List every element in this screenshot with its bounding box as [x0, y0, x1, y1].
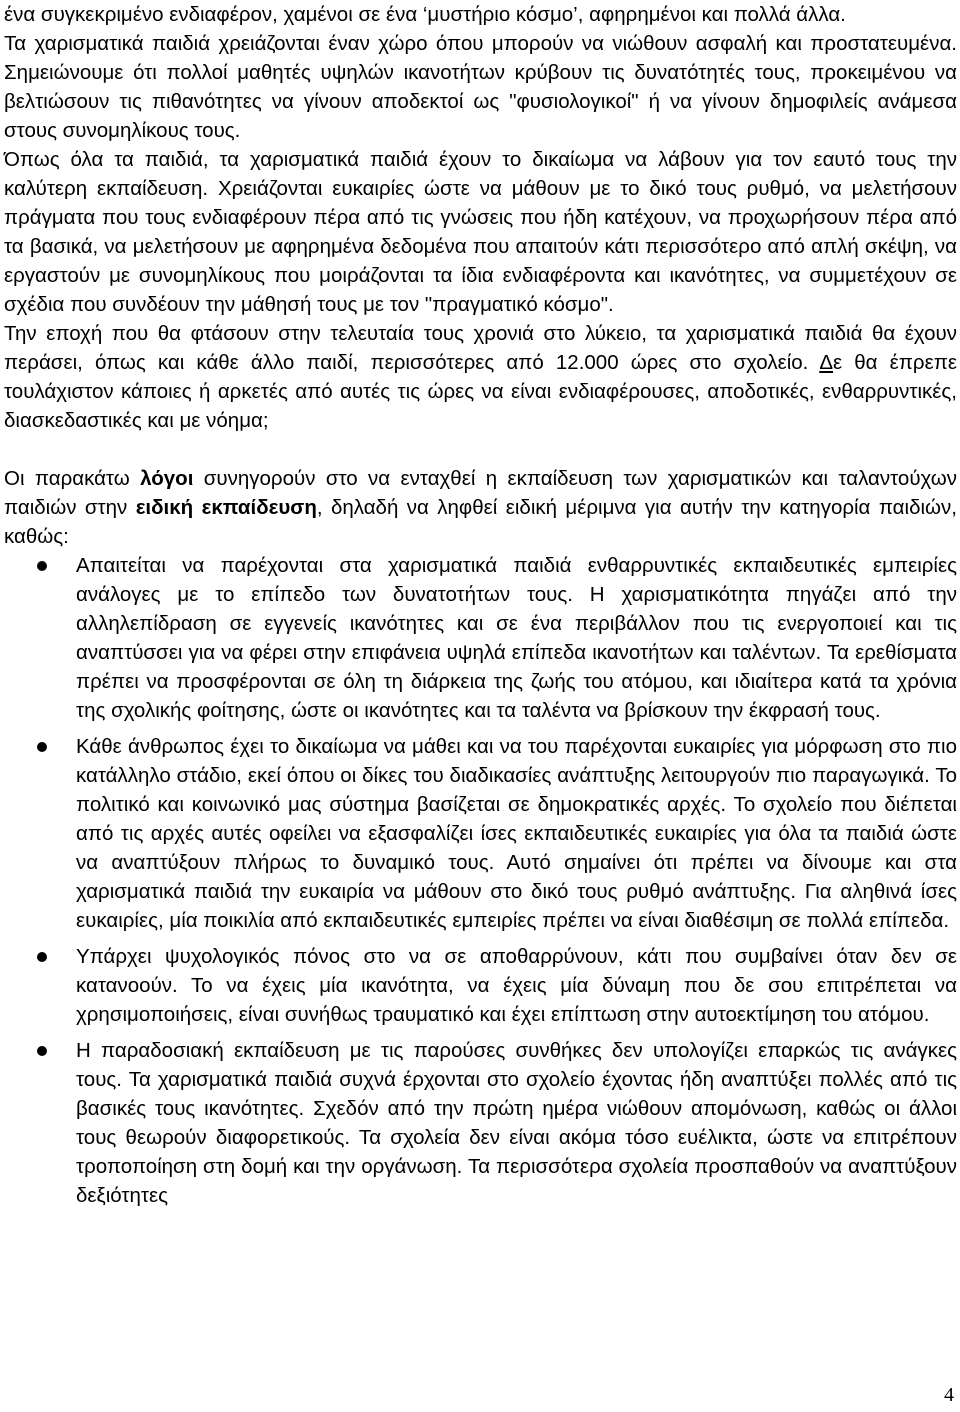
list-item-text: Κάθε άνθρωπος έχει το δικαίωμα να μάθει και να του παρέχονται ευκαιρίες για μόρφωση στο πιο κατάλληλο στάδιο, εκεί όπου οι δίκες του διαδικασίες ανάπτυξης λειτουργούν πιο παραγωγικά. Το πολιτικό και κοινωνικό μας σύστημα βασίζεται σε δημοκρατικές αρχές. Το σχολείο που διέπεται από τις αρχές αυτές οφείλει να εξασφαλίζει ίσες εκπαιδευτικές ευκαιρίες για όλα τα παιδιά ώστε να αναπτύξουν πλήρως το δυναμικό τους. Αυτό σημαίνει ότι πρέπει να δίνουμε και στα χαρισματικά παιδιά την ευκαιρία να μάθουν στο δικό τους ρυθμό ανάπτυξης. Για αληθινά ίσες ευκαιρίες, μία ποικιλία από εκπαιδευτικές εμπειρίες πρέπει να είναι διαθέσιμη σε πολλά επίπεδα. — [76, 735, 957, 932]
intro-part-3: , δηλαδή να ληφθεί ειδική μέριμνα για αυτήν την κατηγορία παιδιών, καθώς: — [4, 496, 957, 548]
reasons-intro — [4, 464, 957, 551]
list-item-text: Υπάρχει ψυχολογικός πόνος στο να σε αποθαρρύνουν, κάτι που συμβαίνει όταν δεν σε κατανοούν. Το να έχεις μία ικανότητα, να έχεις μία δύναμη που δε σου επιτρέπεται να χρησιμοποιήσεις, είναι συνήθως τραυματικό και έχει επίπτωση στην αυτοεκτίμηση του ατόμου. — [76, 945, 957, 1026]
paragraph-continued: ένα συγκεκριμένο ενδιαφέρον, χαμένοι σε ένα ‘μυστήριο κόσμο’, αφηρημένοι και πολλά άλλα. — [4, 3, 846, 26]
paragraph-safe-space: Τα χαρισματικά παιδιά χρειάζονται έναν χώρο όπου μπορούν να νιώθουν ασφαλή και προστατευμένα. Σημειώνουμε ότι πολλοί μαθητές υψηλών ικανοτήτων κρύβουν τις δυνατότητές τους, προκειμένου να βελτιώσουν τις πιθανότητες να γίνουν αποδεκτοί ως "φυσιολογικοί" ή να γίνουν δημοφιλείς ανάμεσα στους συνομηλίκους τους. — [4, 32, 957, 142]
reasons-list — [4, 551, 957, 1210]
document-page — [4, 0, 957, 1217]
underlined-letter: Δ — [819, 351, 834, 374]
school-hours-text-after: ε θα έπρεπε τουλάχιστον κάποιες ή αρκετές από αυτές τις ώρες να είναι ενδιαφέρουσες, αποδοτικές, ενθαρρυντικές, διασκεδαστικές και με νόημα; — [4, 351, 957, 432]
list-item — [4, 732, 957, 935]
list-item — [4, 942, 957, 1029]
bullet-icon — [37, 952, 47, 962]
paragraph-school-hours — [4, 319, 957, 435]
intro-bold-reasons: λόγοι — [140, 467, 194, 490]
list-item-text: Απαιτείται να παρέχονται στα χαρισματικά παιδιά ενθαρρυντικές εκπαιδευτικές εμπειρίες ανάλογες με το επίπεδο των δυνατοτήτων τους. Η χαρισματικότητα πηγάζει από την αλληλεπίδραση σε εγγενείς ικανότητες και σε ένα περιβάλλον που τις ενεργοποιεί και τις αναπτύσσει για να φέρει στην επιφάνεια υψηλά επίπεδα ικανοτήτων και ταλέντων. Τα ερεθίσματα πρέπει να προσφέρονται σε όλη τη διάρκεια της ζωής του ατόμου, και ιδιαίτερα κατά τα χρόνια της σχολικής φοίτησης, ώστε οι ικανότητες και τα ταλέντα να βρίσκουν την έκφρασή τους. — [76, 554, 957, 722]
intro-bold-special-education: ειδική εκπαίδευση — [135, 496, 317, 519]
intro-part-2: συνηγορούν στο να ενταχθεί η εκπαίδευση των χαρισματικών και ταλαντούχων παιδιών στην — [4, 467, 957, 519]
bullet-icon — [37, 742, 47, 752]
bullet-icon — [37, 561, 47, 571]
bullet-icon — [37, 1046, 47, 1056]
paragraph-spacer — [4, 435, 957, 464]
paragraph-right-to-education: Όπως όλα τα παιδιά, τα χαρισματικά παιδιά έχουν το δικαίωμα να λάβουν για τον εαυτό τους την καλύτερη εκπαίδευση. Χρειάζονται ευκαιρίες ώστε να μάθουν με το δικό τους ρυθμό, να μελετήσουν πράγματα που τους ενδιαφέρουν πέρα από τις γνώσεις που ήδη κατέχουν, να προχωρήσουν πέρα από τα βασικά, να μελετήσουν με αφηρημένα δεδομένα που απαιτούν κάτι περισσότερο από απλή σκέψη, να εργαστούν με συνομηλίκους που μοιράζονται τα ίδια ενδιαφέροντα και ικανότητες, να συμμετέχουν σε σχέδια που συνδέουν την μάθησή τους με τον "πραγματικό κόσμο". — [4, 148, 957, 316]
school-hours-text-before: Την εποχή που θα φτάσουν στην τελευταία τους χρονιά στο λύκειο, τα χαρισματικά παιδιά θα έχουν περάσει, όπως και κάθε άλλο παιδί, περισσότερες από 12.000 ώρες στο σχολείο. — [4, 322, 957, 374]
page-number: 4 — [944, 1384, 954, 1406]
list-item — [4, 1036, 957, 1210]
intro-part-1: Οι παρακάτω — [4, 467, 141, 490]
list-item-text: Η παραδοσιακή εκπαίδευση με τις παρούσες συνθήκες δεν υπολογίζει επαρκώς τις ανάγκες τους. Τα χαρισματικά παιδιά συχνά έρχονται στο σχολείο έχοντας ήδη αναπτύξει πολλές από τις βασικές τους ικανότητες. Σχεδόν από την πρώτη ημέρα νιώθουν απομόνωση, καθώς οι άλλοι τους θεωρούν διαφορετικούς. Τα σχολεία δεν είναι ακόμα τόσο ευέλικτα, ώστε να επιτρέπουν τροποποίηση στη δομή και την οργάνωση. Τα περισσότερα σχολεία προσπαθούν να αναπτύξουν δεξιότητες — [76, 1039, 957, 1207]
list-item — [4, 551, 957, 725]
